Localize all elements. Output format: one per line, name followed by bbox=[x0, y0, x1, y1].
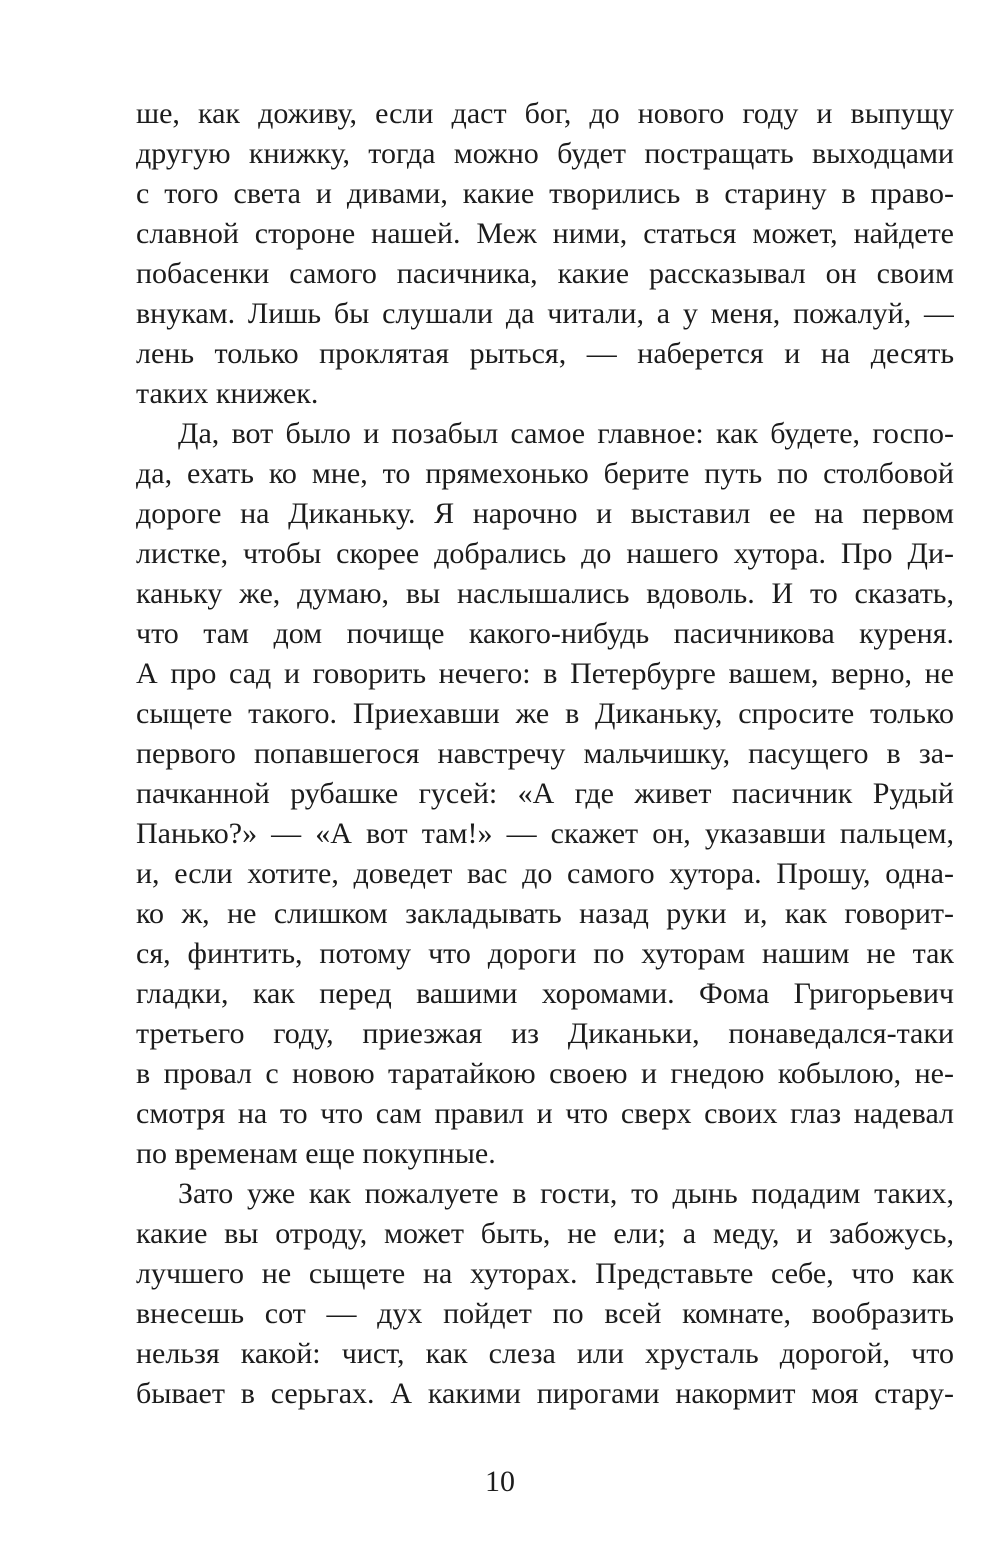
text-line: ко ж, не слишком закладывать назад руки и, как говорит- bbox=[136, 897, 954, 930]
text-line: листке, чтобы скорее добрались до нашего хутора. Про Ди- bbox=[136, 537, 954, 570]
text-line: да, ехать ко мне, то прямехонько берите путь по столбовой bbox=[136, 457, 954, 490]
text-line: какие вы отроду, может быть, не ели; а меду, и забожусь, bbox=[136, 1217, 954, 1250]
text-line: лучшего не сыщете на хуторах. Представьте себе, что как bbox=[136, 1257, 954, 1290]
text-line: Панько?» — «А вот там!» — скажет он, указавши пальцем, bbox=[136, 817, 954, 850]
text-line: с того света и дивами, какие творились в старину в право- bbox=[136, 177, 954, 210]
text-line: нельзя какой: чист, как слеза или хрусталь дорогой, что bbox=[136, 1337, 954, 1370]
text-line: Да, вот было и позабыл самое главное: как будете, госпо- bbox=[178, 417, 954, 450]
text-line: в провал с новою таратайкою своею и гнедою кобылою, не- bbox=[136, 1057, 954, 1090]
page-number: 10 bbox=[485, 1465, 515, 1498]
text-line: по временам еще покупные. bbox=[136, 1137, 496, 1170]
text-line: ся, финтить, потому что дороги по хуторам нашим не так bbox=[136, 937, 954, 970]
text-line: что там дом почище какого-нибудь пасичникова куреня. bbox=[136, 617, 954, 650]
text-line: ше, как доживу, если даст бог, до нового году и выпущу bbox=[136, 97, 954, 130]
text-line: пачканной рубашке гусей: «А где живет пасичник Рудый bbox=[136, 777, 954, 810]
text-line: смотря на то что сам правил и что сверх своих глаз надевал bbox=[136, 1097, 954, 1130]
text-line: гладки, как перед вашими хоромами. Фома Григорьевич bbox=[136, 977, 954, 1010]
text-line: и, если хотите, доведет вас до самого хутора. Прошу, одна- bbox=[136, 857, 954, 890]
text-line: таких книжек. bbox=[136, 377, 319, 410]
text-line: третьего году, приезжая из Диканьки, понаведался-таки bbox=[136, 1017, 954, 1050]
text-line: внесешь сот — дух пойдет по всей комнате, вообразить bbox=[136, 1297, 954, 1330]
text-line: сыщете такого. Приехавши же в Диканьку, спросите только bbox=[136, 697, 954, 730]
text-line: другую книжку, тогда можно будет постращать выходцами bbox=[136, 137, 954, 170]
text-line: каньку же, думаю, вы наслышались вдоволь. И то сказать, bbox=[136, 577, 954, 610]
text-line: славной стороне нашей. Меж ними, статься может, найдете bbox=[136, 217, 954, 250]
text-line: дороге на Диканьку. Я нарочно и выставил ее на первом bbox=[136, 497, 954, 530]
text-line: побасенки самого пасичника, какие рассказывал он своим bbox=[136, 257, 954, 290]
text-line: лень только проклятая рыться, — наберется и на десять bbox=[136, 337, 954, 370]
text-line: первого попавшегося навстречу мальчишку, пасущего в за- bbox=[136, 737, 954, 770]
text-line: внукам. Лишь бы слушали да читали, а у меня, пожалуй, — bbox=[136, 297, 954, 330]
text-line: бывает в серьгах. А какими пирогами накормит моя стару- bbox=[136, 1377, 954, 1410]
text-line: А про сад и говорить нечего: в Петербурге вашем, верно, не bbox=[136, 657, 954, 690]
body-text bbox=[136, 94, 954, 1414]
text-line: Зато уже как пожалуете в гости, то дынь подадим таких, bbox=[178, 1177, 954, 1210]
